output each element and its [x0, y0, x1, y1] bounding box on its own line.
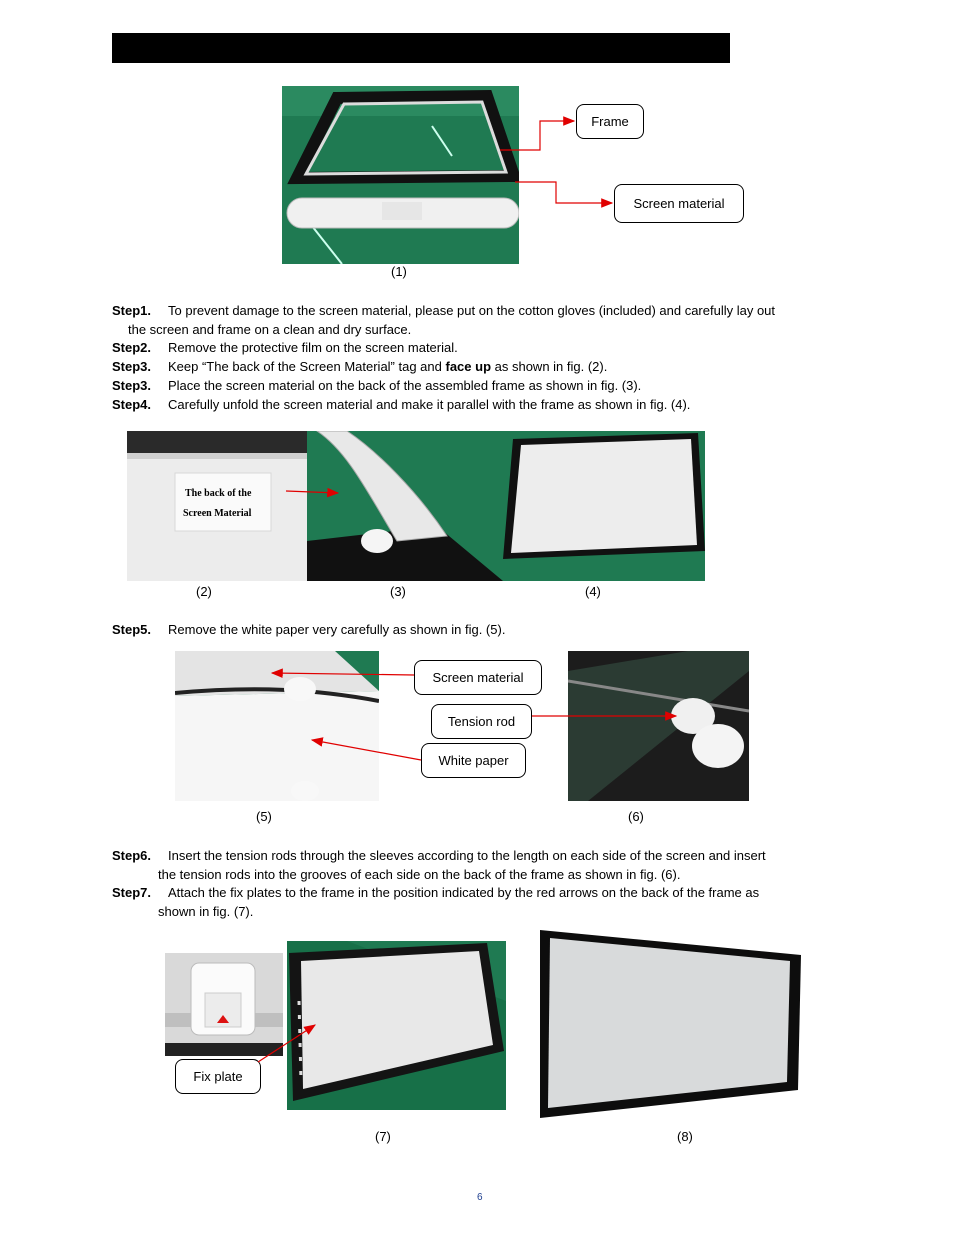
screen-material-arrow-1 [515, 182, 612, 203]
step-text-bold: face up [445, 359, 492, 374]
figure-5-caption: (5) [256, 809, 272, 824]
white-paper-callout: White paper [421, 743, 526, 778]
step-text: Carefully unfold the screen material and make it parallel with the frame as shown in fig. (4). [168, 397, 691, 412]
page-number: 6 [477, 1192, 483, 1203]
step-label: Step3. [112, 378, 152, 393]
figure-5-photo [175, 651, 379, 801]
frame-callout: Frame [576, 104, 644, 139]
step-text: Insert the tension rods through the sleeves according to the length on each side of the screen and insert [168, 848, 766, 863]
step-text: To prevent damage to the screen material, please put on the cotton gloves (included) and carefully lay out [168, 303, 776, 318]
figure-3-caption: (3) [390, 584, 406, 599]
fix-plate-inset-photo [165, 953, 283, 1056]
step-text-cont: shown in fig. (7). [158, 904, 254, 919]
tag-text-line2: Screen Material [183, 508, 252, 519]
step-5 [112, 620, 852, 639]
step-label: Step6. [112, 848, 152, 863]
step-6 [112, 846, 852, 884]
figure-6-photo [568, 651, 749, 801]
header-bar [112, 33, 730, 63]
step-1 [112, 301, 852, 339]
step-7 [112, 883, 852, 921]
step-label: Step4. [112, 397, 152, 412]
step-label: Step5. [112, 622, 152, 637]
step-3b [112, 376, 852, 395]
step-label: Step7. [112, 885, 152, 900]
step-text: Keep “The back of the Screen Material” tag and [168, 359, 446, 374]
figure-1-caption: (1) [391, 264, 407, 279]
figure-7-caption: (7) [375, 1129, 391, 1144]
step-text: Remove the protective film on the screen material. [168, 340, 458, 355]
step-text-cont: the tension rods into the grooves of each side on the back of the frame as shown in fig. (6). [158, 867, 681, 882]
figure-2-photo [127, 431, 307, 581]
figure-8-caption: (8) [677, 1129, 693, 1144]
figure-2-caption: (2) [196, 584, 212, 599]
fix-plate-callout: Fix plate [175, 1059, 261, 1094]
figure-6-caption: (6) [628, 809, 644, 824]
figure-1-photo [282, 86, 519, 264]
step-4 [112, 395, 852, 414]
step-text: Remove the white paper very carefully as shown in fig. (5). [168, 622, 506, 637]
step-label: Step1. [112, 303, 152, 318]
step-label: Step3. [112, 359, 152, 374]
screen-material-callout: Screen material [414, 660, 542, 695]
figure-4-photo [503, 431, 705, 581]
figure-4-caption: (4) [585, 584, 601, 599]
figure-8-photo [540, 930, 801, 1118]
tag-text-line1: The back of the [185, 488, 252, 499]
step-text-cont: the screen and frame on a clean and dry surface. [128, 322, 412, 337]
step-text: Place the screen material on the back of the assembled frame as shown in fig. (3). [168, 378, 642, 393]
step-text: as shown in fig. (2). [491, 359, 608, 374]
step-3a [112, 357, 852, 376]
figure-7-photo [287, 941, 506, 1110]
step-2 [112, 338, 852, 357]
step-label: Step2. [112, 340, 152, 355]
tension-rod-callout: Tension rod [431, 704, 532, 739]
figure-3-photo [307, 431, 503, 581]
screen-material-callout: Screen material [614, 184, 744, 223]
step-text: Attach the fix plates to the frame in the position indicated by the red arrows on the back of the frame as [168, 885, 760, 900]
